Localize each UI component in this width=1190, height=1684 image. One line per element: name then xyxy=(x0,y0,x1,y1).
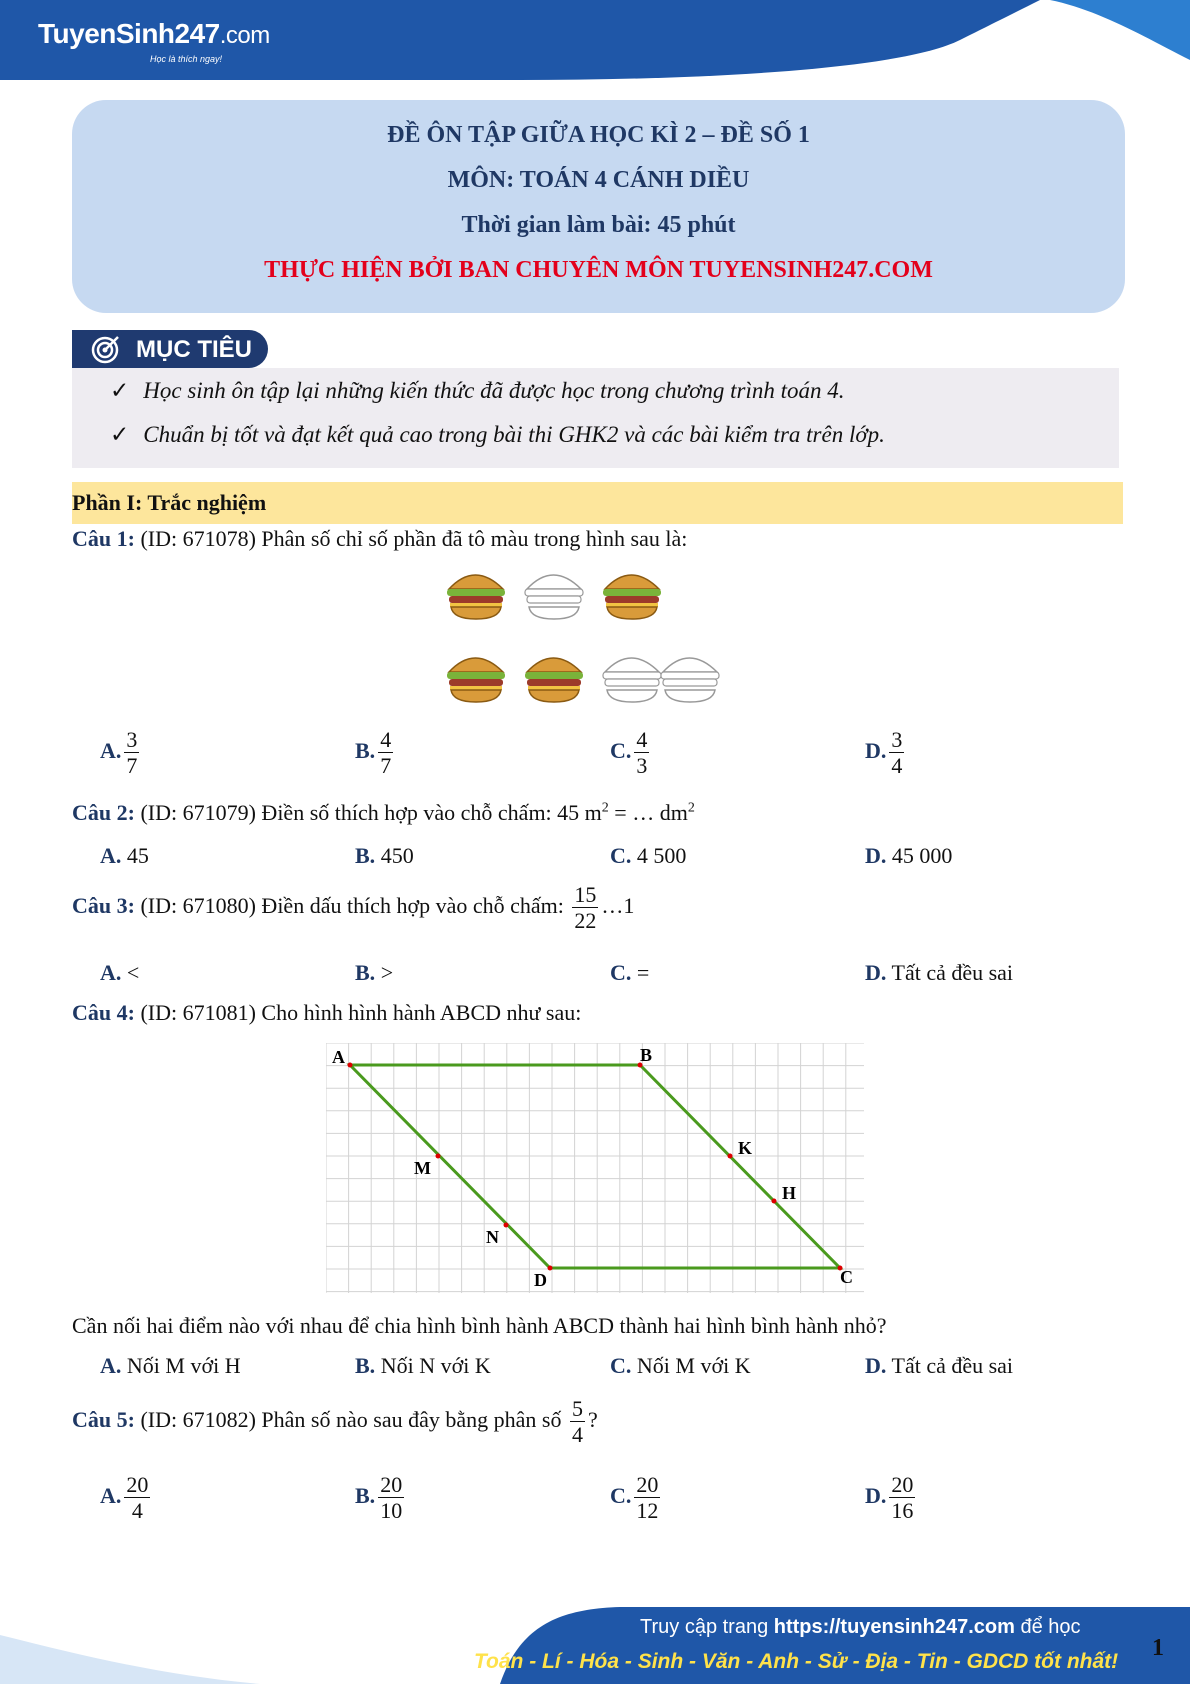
objective-box xyxy=(72,368,1119,468)
question-4-prompt: Cần nối hai điểm nào với nhau để chia hình bình hành ABCD thành hai hình bình hành nhỏ? xyxy=(72,1313,887,1338)
label-b: B xyxy=(640,1045,653,1065)
q1-option-a[interactable]: A. $\frac{3}{7}$ xyxy=(100,727,138,779)
point-a xyxy=(348,1063,353,1068)
label-n: N xyxy=(486,1227,499,1247)
objective-item: ✓ Chuẩn bị tốt và đạt kết quả cao trong bài thi GHK2 và các bài kiểm tra trên lớp. xyxy=(110,422,885,447)
brand-logo[interactable]: TuyenSinh247.com xyxy=(38,18,270,49)
q3-option-c[interactable]: C. = xyxy=(610,960,650,985)
objective-item: ✓ Học sinh ôn tập lại những kiến thức đã được học trong chương trình toán 4. xyxy=(110,378,845,403)
question-1: Câu 1: (ID: 671078) Phân số chỉ số phần đã tô màu trong hình sau là: xyxy=(72,526,688,551)
q3-option-a[interactable]: A. < xyxy=(100,960,140,985)
burger-figure xyxy=(440,560,720,720)
q5-option-a[interactable]: A. $\frac{20}{4}$ xyxy=(100,1472,149,1524)
question-4: Câu 4: (ID: 671081) Cho hình hình hành ABCD như sau: xyxy=(72,1000,582,1025)
time-limit: Thời gian làm bài: 45 phút xyxy=(461,212,736,238)
exam-title: ĐỀ ÔN TẬP GIỮA HỌC KÌ 2 – ĐỀ SỐ 1 xyxy=(387,122,810,148)
footer-url[interactable]: https://tuyensinh247.com xyxy=(773,1616,1015,1638)
brand-tagline: Học là thích ngay! xyxy=(150,54,223,64)
q5-option-c[interactable]: C. $\frac{20}{12}$ xyxy=(610,1472,659,1524)
subject-title: MÔN: TOÁN 4 CÁNH DIỀU xyxy=(447,167,750,193)
q1-option-b[interactable]: B. $\frac{4}{7}$ xyxy=(355,727,392,779)
section-heading: Phần I: Trắc nghiệm xyxy=(72,482,1123,524)
check-icon: ✓ xyxy=(110,378,130,403)
point-h xyxy=(772,1199,777,1204)
q4-option-a[interactable]: A. Nối M với H xyxy=(100,1353,241,1378)
q1-option-d[interactable]: D. $\frac{3}{4}$ xyxy=(865,727,903,779)
point-n xyxy=(504,1223,509,1228)
q5-option-d[interactable]: D. $\frac{20}{16}$ xyxy=(865,1472,914,1524)
title-box xyxy=(72,100,1125,313)
q2-option-a[interactable]: A. 45 xyxy=(100,843,149,868)
check-icon: ✓ xyxy=(110,422,130,447)
q4-option-b[interactable]: B. Nối N với K xyxy=(355,1353,491,1378)
q5-option-b[interactable]: B. $\frac{20}{10}$ xyxy=(355,1472,403,1524)
q3-option-b[interactable]: B. > xyxy=(355,960,394,985)
point-m xyxy=(436,1154,441,1159)
q2-option-d[interactable]: D. 45 000 xyxy=(865,843,953,868)
point-k xyxy=(728,1154,733,1159)
label-a: A xyxy=(332,1047,345,1067)
label-m: M xyxy=(414,1158,431,1178)
label-d: D xyxy=(534,1270,547,1290)
objective-label: MỤC TIÊU xyxy=(72,330,268,368)
footer-subjects: Toán - Lí - Hóa - Sinh - Văn - Anh - Sử - Địa - Tin - GDCD tốt nhất! xyxy=(474,1650,1119,1673)
parallelogram-figure xyxy=(326,1043,864,1293)
grid-lines xyxy=(326,1043,864,1293)
q3-option-d[interactable]: D. Tất cả đều sai xyxy=(865,960,1014,985)
label-k: K xyxy=(738,1138,753,1158)
point-d xyxy=(548,1266,553,1271)
q2-option-b[interactable]: B. 450 xyxy=(355,843,414,868)
q4-option-d[interactable]: D. Tất cả đều sai xyxy=(865,1353,1014,1378)
label-h: H xyxy=(782,1183,797,1203)
question-2: Câu 2: (ID: 671079) Điền số thích hợp vào chỗ chấm: 45 $m^2$ = … $dm^2$ xyxy=(72,800,695,825)
label-c: C xyxy=(840,1267,853,1287)
q4-option-c[interactable]: C. Nối M với K xyxy=(610,1353,751,1378)
question-3: Câu 3: (ID: 671080) Điền dấu thích hợp vào chỗ chấm: $\frac{15}{22}$ …1 xyxy=(72,882,635,934)
author-line: THỰC HIỆN BỞI BAN CHUYÊN MÔN TUYENSINH247.COM xyxy=(264,257,933,283)
question-5: Câu 5: (ID: 671082) Phân số nào sau đây bằng phân số $\frac{5}{4}$ ? xyxy=(72,1396,598,1448)
q2-option-c[interactable]: C. 4 500 xyxy=(610,843,687,868)
footer-cta: Truy cập trang https://tuyensinh247.com để học xyxy=(640,1616,1081,1638)
q1-option-c[interactable]: C. $\frac{4}{3}$ xyxy=(610,727,648,779)
page-number: 1 xyxy=(1152,1635,1164,1661)
target-icon xyxy=(90,334,122,364)
